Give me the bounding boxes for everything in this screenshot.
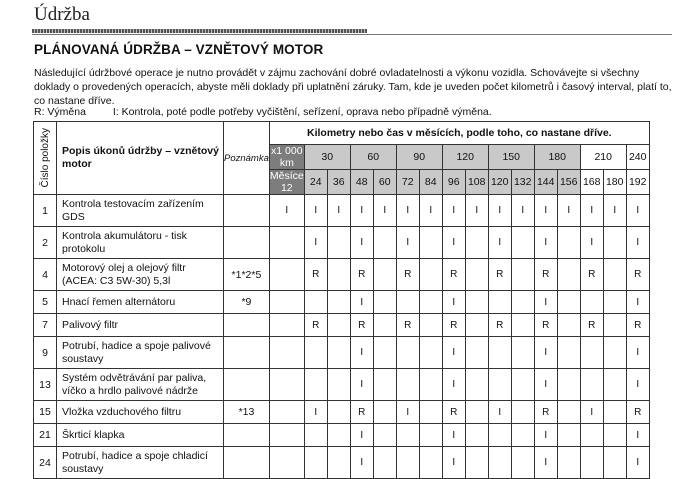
interval-mark: I xyxy=(442,337,465,369)
interval-mark: I xyxy=(269,195,304,227)
interval-mark: I xyxy=(534,227,557,259)
interval-mark xyxy=(396,337,419,369)
row-description: Hnací řemen alternátoru xyxy=(57,291,224,314)
interval-mark: I xyxy=(419,195,442,227)
km-label: x1 000 km xyxy=(271,145,303,169)
table-row xyxy=(34,291,650,314)
interval-mark xyxy=(465,401,488,424)
interval-mark xyxy=(557,314,580,337)
interval-mark xyxy=(373,401,396,424)
km-value: 180 xyxy=(534,145,580,170)
interval-mark: I xyxy=(442,447,465,479)
interval-mark xyxy=(511,337,534,369)
month-value: 72 xyxy=(396,170,419,195)
interval-mark xyxy=(373,227,396,259)
interval-mark xyxy=(557,291,580,314)
header-rule xyxy=(32,29,367,33)
interval-mark: R xyxy=(442,259,465,291)
interval-mark: R xyxy=(396,259,419,291)
interval-mark: I xyxy=(626,195,649,227)
interval-mark: I xyxy=(488,401,511,424)
interval-mark: I xyxy=(350,337,373,369)
interval-mark: I xyxy=(304,401,327,424)
table-row xyxy=(34,259,650,291)
row-note xyxy=(224,337,270,369)
month-value: 120 xyxy=(488,170,511,195)
km-value: 30 xyxy=(304,145,350,170)
interval-mark xyxy=(580,291,603,314)
interval-mark xyxy=(373,337,396,369)
month-value: 108 xyxy=(465,170,488,195)
month-value: 156 xyxy=(557,170,580,195)
interval-mark: R xyxy=(350,259,373,291)
interval-mark xyxy=(511,369,534,401)
interval-mark xyxy=(488,369,511,401)
row-note: *1*2*5 xyxy=(224,259,270,291)
interval-mark xyxy=(603,369,626,401)
interval-mark xyxy=(603,227,626,259)
interval-mark xyxy=(269,401,304,424)
legend xyxy=(34,106,674,118)
interval-mark: I xyxy=(534,424,557,447)
interval-mark: I xyxy=(465,195,488,227)
interval-mark: I xyxy=(396,195,419,227)
table-row xyxy=(34,337,650,369)
interval-mark: I xyxy=(557,195,580,227)
interval-mark xyxy=(304,291,327,314)
interval-mark: I xyxy=(350,195,373,227)
interval-mark xyxy=(419,259,442,291)
km-value: 60 xyxy=(350,145,396,170)
row-number: 9 xyxy=(34,337,57,369)
table-row xyxy=(34,369,650,401)
interval-mark xyxy=(465,259,488,291)
interval-mark: R xyxy=(580,259,603,291)
row-description: Kontrola testovacím zařízením GDS xyxy=(57,195,224,227)
interval-mark xyxy=(304,424,327,447)
month-value: 60 xyxy=(373,170,396,195)
col-note-header: Poznámka xyxy=(224,122,270,195)
interval-mark xyxy=(488,337,511,369)
interval-mark: I xyxy=(304,227,327,259)
interval-mark xyxy=(557,227,580,259)
intro-paragraph: Následující údržbové operace je nutno provádět v zájmu zachování dobré ovladatelnosti a výkonu vozidla. Schovávejte si všechny doklady o provedených operacích, abyste měli doklady při uplatnění záruky. Tam, kde je uveden počet kilometrů i časový interval, platí to, co nastane dříve. xyxy=(34,67,672,107)
interval-mark: I xyxy=(442,291,465,314)
interval-mark xyxy=(511,314,534,337)
row-number: 5 xyxy=(34,291,57,314)
table-row xyxy=(34,401,650,424)
interval-mark: I xyxy=(350,291,373,314)
interval-mark xyxy=(327,314,350,337)
interval-mark: I xyxy=(350,227,373,259)
interval-mark xyxy=(557,369,580,401)
interval-mark: R xyxy=(442,314,465,337)
interval-mark: R xyxy=(626,259,649,291)
km-value: 90 xyxy=(396,145,442,170)
interval-mark: I xyxy=(396,227,419,259)
interval-mark xyxy=(419,291,442,314)
row-number: 13 xyxy=(34,369,57,401)
interval-mark xyxy=(373,291,396,314)
interval-mark xyxy=(419,401,442,424)
interval-mark xyxy=(373,314,396,337)
interval-mark: R xyxy=(534,259,557,291)
row-description: Potrubí, hadice a spoje chladicí soustavy xyxy=(57,447,224,479)
interval-mark: I xyxy=(488,195,511,227)
row-number: 24 xyxy=(34,447,57,479)
interval-mark: I xyxy=(626,291,649,314)
interval-mark: I xyxy=(327,195,350,227)
interval-mark xyxy=(419,337,442,369)
row-note xyxy=(224,227,270,259)
interval-mark xyxy=(304,369,327,401)
interval-mark: I xyxy=(534,337,557,369)
interval-mark: I xyxy=(534,447,557,479)
interval-mark xyxy=(580,337,603,369)
interval-mark: R xyxy=(396,314,419,337)
interval-mark xyxy=(465,314,488,337)
row-description: Palivový filtr xyxy=(57,314,224,337)
month-value: 96 xyxy=(442,170,465,195)
interval-mark: I xyxy=(580,401,603,424)
km-value: 120 xyxy=(442,145,488,170)
interval-mark: R xyxy=(534,401,557,424)
interval-mark xyxy=(269,291,304,314)
row-description: Kontrola akumulátoru - tisk protokolu xyxy=(57,227,224,259)
section-header: Údržba xyxy=(34,4,90,25)
interval-mark xyxy=(327,259,350,291)
interval-mark: I xyxy=(580,195,603,227)
interval-mark: I xyxy=(442,195,465,227)
table-row xyxy=(34,314,650,337)
row-description: Systém odvětrávání par paliva, víčko a hrdlo palivové nádrže xyxy=(57,369,224,401)
interval-mark xyxy=(511,401,534,424)
interval-mark xyxy=(419,369,442,401)
row-description: Potrubí, hadice a spoje palivové soustavy xyxy=(57,337,224,369)
interval-mark xyxy=(465,369,488,401)
interval-mark xyxy=(511,227,534,259)
interval-mark xyxy=(269,337,304,369)
interval-mark: R xyxy=(304,259,327,291)
interval-mark xyxy=(373,259,396,291)
interval-mark xyxy=(269,369,304,401)
interval-mark xyxy=(269,259,304,291)
maintenance-table xyxy=(33,121,650,479)
row-number: 1 xyxy=(34,195,57,227)
interval-mark: I xyxy=(304,195,327,227)
interval-mark xyxy=(465,291,488,314)
row-number: 7 xyxy=(34,314,57,337)
interval-mark xyxy=(327,291,350,314)
interval-mark: I xyxy=(626,369,649,401)
interval-mark xyxy=(488,424,511,447)
interval-mark xyxy=(603,291,626,314)
interval-mark xyxy=(511,259,534,291)
legend-replace: R: Výměna xyxy=(34,106,86,118)
row-number: 15 xyxy=(34,401,57,424)
interval-mark: I xyxy=(442,424,465,447)
interval-mark: I xyxy=(626,227,649,259)
interval-mark xyxy=(465,337,488,369)
interval-mark: I xyxy=(373,195,396,227)
interval-mark xyxy=(419,227,442,259)
interval-mark xyxy=(396,291,419,314)
interval-mark xyxy=(557,424,580,447)
interval-mark xyxy=(511,291,534,314)
interval-mark: I xyxy=(442,227,465,259)
interval-mark xyxy=(373,424,396,447)
interval-mark xyxy=(603,424,626,447)
month-value: 144 xyxy=(534,170,557,195)
interval-mark xyxy=(327,401,350,424)
interval-mark: R xyxy=(626,401,649,424)
interval-mark xyxy=(396,369,419,401)
header-rule-thin xyxy=(32,34,672,35)
interval-mark xyxy=(327,227,350,259)
interval-mark xyxy=(580,424,603,447)
interval-mark: R xyxy=(488,259,511,291)
interval-mark: I xyxy=(350,369,373,401)
interval-mark xyxy=(269,314,304,337)
month-value: 180 xyxy=(603,170,626,195)
interval-mark xyxy=(327,369,350,401)
interval-mark: I xyxy=(626,337,649,369)
interval-mark xyxy=(269,424,304,447)
interval-mark xyxy=(557,259,580,291)
legend-inspect: I: Kontrola, poté podle potřeby vyčištění, seřízení, oprava nebo případně výměna. xyxy=(112,106,492,118)
interval-mark xyxy=(488,291,511,314)
interval-mark xyxy=(603,401,626,424)
row-note xyxy=(224,369,270,401)
row-note xyxy=(224,195,270,227)
interval-mark xyxy=(603,259,626,291)
interval-mark: I xyxy=(396,401,419,424)
month-value: 84 xyxy=(419,170,442,195)
table-row xyxy=(34,195,650,227)
interval-mark: I xyxy=(534,369,557,401)
interval-mark xyxy=(373,369,396,401)
table-row xyxy=(34,227,650,259)
row-description: Škrticí klapka xyxy=(57,424,224,447)
row-note: *13 xyxy=(224,401,270,424)
interval-mark: I xyxy=(534,291,557,314)
month-value: 36 xyxy=(327,170,350,195)
months-label: Měsíce 12 xyxy=(269,170,304,194)
interval-mark: I xyxy=(350,424,373,447)
interval-mark xyxy=(304,337,327,369)
row-note: *9 xyxy=(224,291,270,314)
interval-mark xyxy=(465,424,488,447)
interval-mark xyxy=(580,369,603,401)
interval-mark: R xyxy=(350,314,373,337)
table-row xyxy=(34,424,650,447)
interval-mark: I xyxy=(626,447,649,479)
interval-mark xyxy=(327,337,350,369)
interval-mark xyxy=(465,227,488,259)
month-value: 132 xyxy=(511,170,534,195)
interval-mark: I xyxy=(603,195,626,227)
row-note xyxy=(224,314,270,337)
interval-mark: R xyxy=(304,314,327,337)
interval-mark: R xyxy=(534,314,557,337)
row-note xyxy=(224,424,270,447)
row-number: 21 xyxy=(34,424,57,447)
interval-mark xyxy=(269,227,304,259)
interval-mark: R xyxy=(442,401,465,424)
row-description: Motorový olej a olejový filtr (ACEA: C3 5W-30) 5,3l xyxy=(57,259,224,291)
interval-mark: I xyxy=(350,447,373,479)
month-value: 192 xyxy=(626,170,649,195)
km-value: 240 xyxy=(626,145,649,170)
col-desc-header: Popis úkonů údržby – vznětový motor xyxy=(57,122,224,195)
km-value: 210 xyxy=(580,145,626,170)
row-description: Vložka vzduchového filtru xyxy=(57,401,224,424)
interval-mark: I xyxy=(488,227,511,259)
month-value: 48 xyxy=(350,170,373,195)
page-title: PLÁNOVANÁ ÚDRŽBA – VZNĚTOVÝ MOTOR xyxy=(34,42,324,57)
interval-mark: R xyxy=(488,314,511,337)
interval-mark xyxy=(419,424,442,447)
interval-mark xyxy=(419,314,442,337)
row-number: 4 xyxy=(34,259,57,291)
interval-mark xyxy=(603,337,626,369)
interval-mark xyxy=(327,424,350,447)
row-number: 2 xyxy=(34,227,57,259)
month-value: 168 xyxy=(580,170,603,195)
interval-header: Kilometry nebo čas v měsících, podle toho, co nastane dříve. xyxy=(269,122,649,145)
interval-mark: I xyxy=(534,195,557,227)
interval-mark xyxy=(511,424,534,447)
interval-mark: R xyxy=(580,314,603,337)
km-value: 150 xyxy=(488,145,534,170)
col-number-header: Číslo položky xyxy=(34,122,57,195)
interval-mark: I xyxy=(580,227,603,259)
interval-mark: I xyxy=(442,369,465,401)
interval-mark: I xyxy=(626,424,649,447)
month-value: 24 xyxy=(304,170,327,195)
interval-mark xyxy=(396,424,419,447)
interval-mark: R xyxy=(626,314,649,337)
interval-mark xyxy=(557,337,580,369)
interval-mark xyxy=(603,314,626,337)
interval-mark xyxy=(557,401,580,424)
interval-mark: I xyxy=(511,195,534,227)
interval-mark: R xyxy=(350,401,373,424)
month-value: 12 xyxy=(280,182,293,194)
